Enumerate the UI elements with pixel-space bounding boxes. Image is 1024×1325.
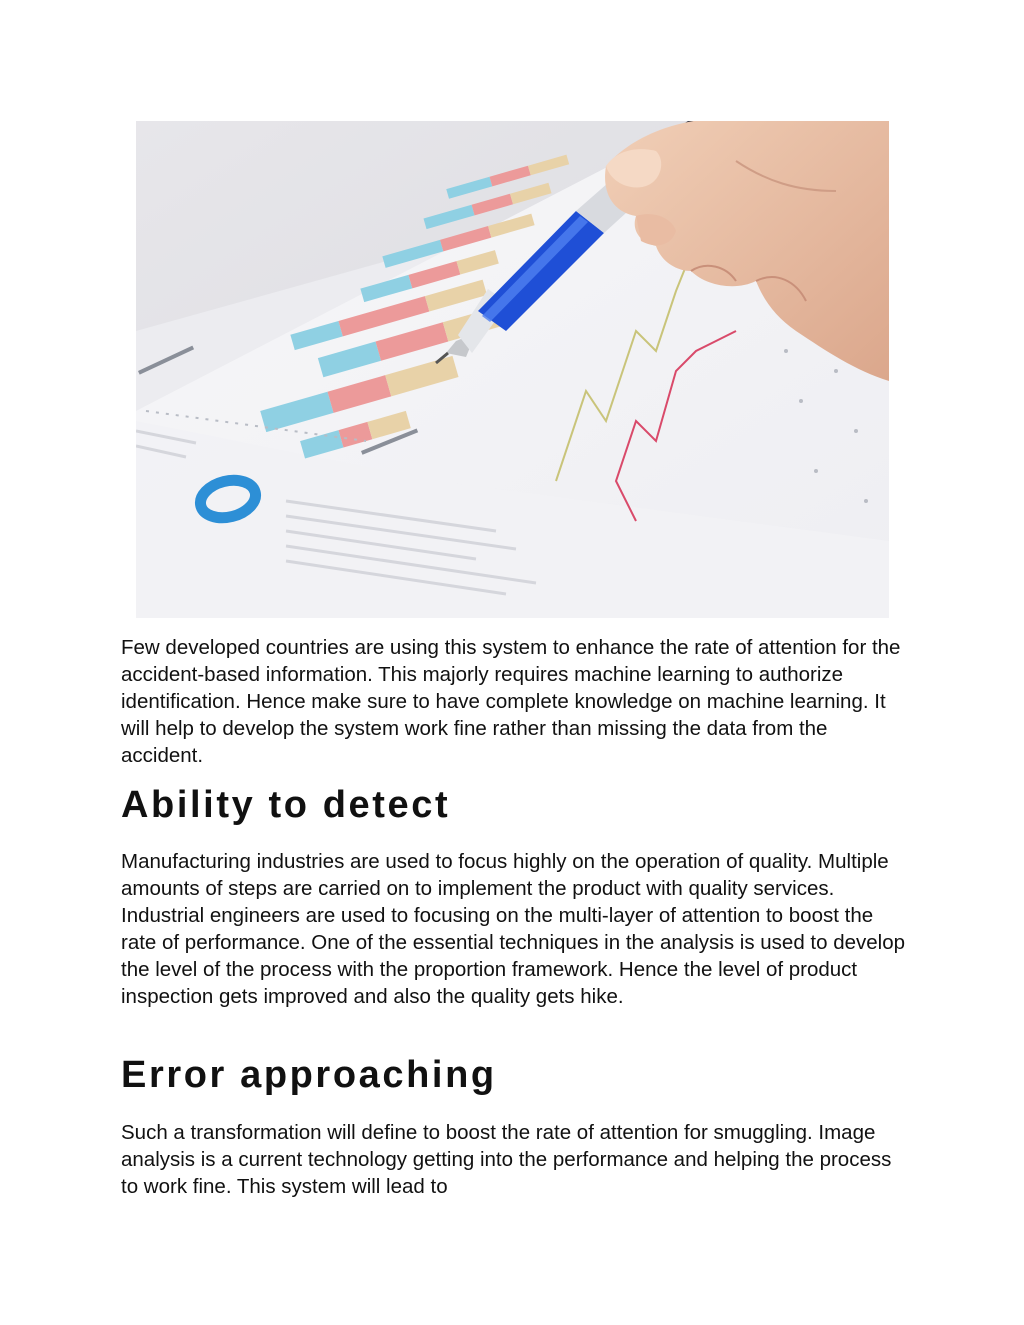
section-heading-error-approaching: Error approaching [121,1054,497,1096]
chart-photo [136,121,889,618]
ability-paragraph: Manufacturing industries are used to focus highly on the operation of quality. Multiple amounts of steps are carried on to implement the product with quality services. Industrial engineers are used to focusing on the multi-layer of attention to boost the rate of performance. One of the essential techniques in the analysis is used to develop the level of the process with the proportion framework. Hence the level of product inspection gets improved and also the quality gets hike. [121,850,906,1008]
photo-illustration [136,121,889,618]
intro-paragraph: Few developed countries are using this system to enhance the rate of attention for the accident-based information. This majorly requires machine learning to authorize identification. Hence make sure to have complete knowledge on machine learning. It will help to develop the system work fine rather than missing the data from the accident. [121,636,901,767]
section-heading-ability-to-detect: Ability to detect [121,784,451,826]
error-paragraph: Such a transformation will define to boost the rate of attention for smuggling. Image analysis is a current technology getting into the performance and helping the process to work fine. This system will lead to [121,1121,892,1198]
